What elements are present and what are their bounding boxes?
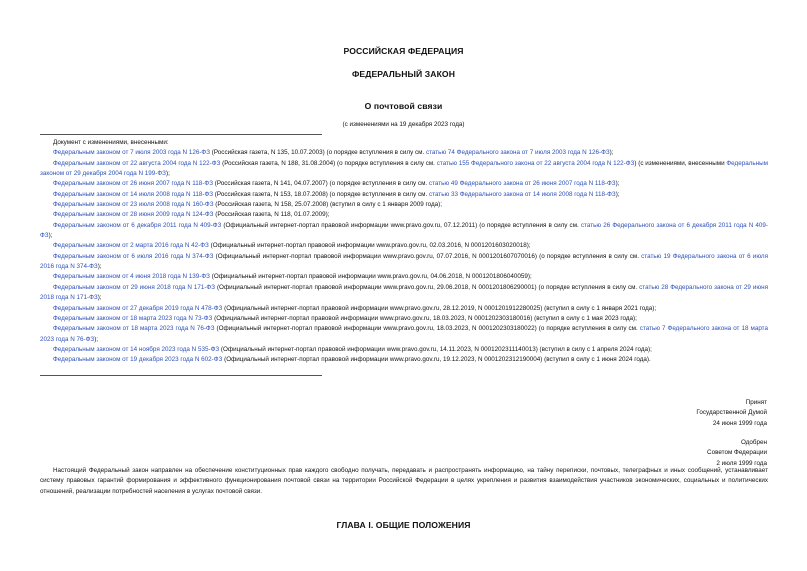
change-item-text: ); <box>609 149 614 157</box>
change-item-text: (Официальный интернет-портал правовой информации www.pravo.gov.ru, 18.03.2023, N 0001202303180016) (вступил в силу с 1 мая 2023 года); <box>212 314 637 322</box>
article-reference-link[interactable]: статью 49 Федерального закона от 26 июня 2007 года N 118-ФЗ <box>428 180 616 188</box>
top-divider <box>40 134 322 135</box>
duma-line-1: Принят <box>745 399 767 406</box>
change-item <box>40 190 768 200</box>
change-item-text: (Официальный интернет-портал правовой информации www.pravo.gov.ru, 07.12.2011) (о порядке вступления в силу см. <box>221 221 581 229</box>
council-line-3: 2 июля 1999 года <box>716 459 767 467</box>
country-heading: РОССИЙСКАЯ ФЕДЕРАЦИЯ <box>343 46 464 56</box>
amending-law-link[interactable]: Федеральным законом от 7 июля 2003 года N 126-ФЗ <box>53 149 211 157</box>
change-item-text: (Российская газета, N 141, 04.07.2007) (о порядке вступления в силу см. <box>213 180 429 188</box>
change-item-text: ) (с изменениями, внесенными <box>634 159 727 167</box>
revision-note: (с изменениями на 19 декабря 2023 года) <box>342 121 465 128</box>
change-item <box>40 345 768 355</box>
change-item <box>40 355 768 365</box>
article-reference-link[interactable]: статью 7 Федерального закона от 18 марта 2023 года N 76-ФЗ <box>40 325 768 343</box>
law-title: О почтовой связи <box>364 101 443 111</box>
amending-law-link[interactable]: Федеральным законом от 28 июня 2009 года N 124-ФЗ <box>53 211 214 219</box>
amending-law-link[interactable]: Федеральным законом от 26 июня 2007 года N 118-ФЗ <box>53 180 213 188</box>
amendment-reference-link[interactable]: Федеральным законом от 29 декабря 2004 года N 199-ФЗ <box>40 159 768 178</box>
change-item-text: (Российская газета, N 135, 10.07.2003) (о порядке вступления в силу см. <box>210 149 426 157</box>
change-item <box>40 221 768 242</box>
change-item-text: (Официальный интернет-портал правовой информации www.pravo.gov.ru, 04.06.2018, N 0001201806040059); <box>209 273 532 281</box>
duma-line-3: 24 июня 1999 года <box>712 419 767 427</box>
chapter-title: ГЛАВА I. ОБЩИЕ ПОЛОЖЕНИЯ <box>336 520 471 530</box>
change-item-text: (Официальный интернет-портал правовой информации www.pravo.gov.ru, 02.03.2016, N 0001201603020018); <box>208 242 531 250</box>
change-item <box>40 272 768 282</box>
article-reference-link[interactable]: статью 19 Федерального закона от 6 июля 2016 года N 374-ФЗ <box>40 252 768 271</box>
changes-intro: Документ с изменениями, внесенными: <box>53 139 169 146</box>
amending-law-link[interactable]: Федеральным законом от 18 марта 2023 года N 76-ФЗ <box>53 325 215 333</box>
amending-law-link[interactable]: Федеральным законом от 22 августа 2004 года N 122-ФЗ <box>53 159 221 167</box>
amending-law-link[interactable]: Федеральным законом от 29 июня 2018 года N 171-ФЗ <box>53 283 216 291</box>
change-item-text: (Российская газета, N 158, 25.07.2008) (вступил в силу с 1 января 2009 года); <box>213 201 443 209</box>
amending-law-link[interactable]: Федеральным законом от 27 декабря 2019 года N 478-ФЗ <box>53 304 223 312</box>
change-item-text: (Российская газета, N 118, 01.07.2009); <box>213 211 330 219</box>
change-item-text: ); <box>166 170 170 178</box>
article-reference-link[interactable]: статью 26 Федерального закона от 6 декабря 2011 года N 409-ФЗ <box>40 221 768 240</box>
change-item-text: ); <box>615 180 620 188</box>
change-item <box>40 200 768 210</box>
council-line-2: Советом Федерации <box>707 449 767 457</box>
change-item <box>40 210 768 220</box>
change-item <box>40 159 768 180</box>
change-item-text: (Российская газета, N 153, 18.07.2008) (о порядке вступления в силу см. <box>213 190 429 198</box>
duma-line-2: Государственной Думой <box>696 409 767 417</box>
amending-law-link[interactable]: Федеральным законом от 19 декабря 2023 года N 602-ФЗ <box>53 356 223 364</box>
amending-law-link[interactable]: Федеральным законом от 14 июля 2008 года N 118-ФЗ <box>53 190 214 198</box>
change-item-text: (Официальный интернет-портал правовой информации www.pravo.gov.ru, 28.12.2019, N 0001201912280025) (вступил в силу с 1 января 2021 года); <box>222 304 657 312</box>
council-approval <box>707 438 767 469</box>
change-item <box>40 148 768 158</box>
law-type-heading: ФЕДЕРАЛЬНЫЙ ЗАКОН <box>351 69 456 79</box>
change-item <box>40 241 768 251</box>
change-item <box>40 324 768 345</box>
change-item-text: (Официальный интернет-портал правовой информации www.pravo.gov.ru, 18.03.2023, N 0001202303180022) (о порядке вступления в силу см. <box>214 325 640 333</box>
council-line-1: Одобрен <box>740 439 767 446</box>
change-item <box>40 179 768 189</box>
article-reference-link[interactable]: статью 155 Федерального закона от 22 августа 2004 года N 122-ФЗ <box>436 159 635 167</box>
article-reference-link[interactable]: статью 28 Федерального закона от 29 июня 2018 года N 171-ФЗ <box>40 283 769 302</box>
change-item-text: ); <box>48 232 53 240</box>
changes-items <box>40 148 768 365</box>
change-item-text: ); <box>94 335 99 343</box>
amending-law-link[interactable]: Федеральным законом от 4 июня 2018 года N 139-ФЗ <box>53 273 210 281</box>
amending-law-link[interactable]: Федеральным законом от 23 июля 2008 года N 160-ФЗ <box>53 201 214 209</box>
change-item <box>40 252 768 273</box>
amending-law-link[interactable]: Федеральным законом от 6 июля 2016 года N 374-ФЗ <box>53 252 214 260</box>
article-reference-link[interactable]: статью 74 Федерального закона от 7 июля 2003 года N 126-ФЗ <box>425 149 610 157</box>
change-item <box>40 283 768 304</box>
change-item-text: (Официальный интернет-портал правовой информации www.pravo.gov.ru, 19.12.2023, N 0001202312190004) (вступил в силу с 1 июня 2024 года). <box>222 356 651 364</box>
amending-law-link[interactable]: Федеральным законом от 2 марта 2016 года N 42-ФЗ <box>53 242 209 250</box>
amending-law-link[interactable]: Федеральным законом от 18 марта 2023 года N 73-ФЗ <box>53 314 213 322</box>
change-item-text: ); <box>97 294 102 302</box>
bottom-divider <box>40 375 322 376</box>
change-item-text: (Официальный интернет-портал правовой информации www.pravo.gov.ru, 14.11.2023, N 0001202311140013) (вступил в силу с 1 апреля 2024 года); <box>219 345 652 353</box>
change-item-text: ); <box>615 190 620 198</box>
amending-law-link[interactable]: Федеральным законом от 6 декабря 2011 года N 409-ФЗ <box>53 221 222 229</box>
change-item <box>40 304 768 314</box>
change-item-text: (Российская газета, N 188, 31.08.2004) (о порядке вступления в силу см. <box>220 159 437 167</box>
change-item-text: (Официальный интернет-портал правовой информации www.pravo.gov.ru, 07.07.2016, N 0001201607070016) (о порядке вступления в силу см. <box>213 252 642 260</box>
article-reference-link[interactable]: статью 33 Федерального закона от 14 июля 2008 года N 118-ФЗ <box>428 190 616 198</box>
change-item-text: (Официальный интернет-портал правовой информации www.pravo.gov.ru, 29.06.2018, N 0001201806290001) (о порядке вступления в силу см. <box>215 283 640 291</box>
change-item-text: ); <box>97 263 102 271</box>
preamble-paragraph: Настоящий Федеральный закон направлен на обеспечение конституционных прав каждого свободно получать, передавать и распространять информацию, на тайну переписки, почтовых, телеграфных и иных сообщений, устанавливает систему правовых гарантий формирования и эффективного функционирования почтовой связи на территории Российской Федерации в целях укрепления и развития взаимодействия участников экономических, социальных и политических отношений, реализации потребностей населения в услугах почтовой связи. <box>40 467 768 495</box>
amending-law-link[interactable]: Федеральным законом от 14 ноября 2023 года N 535-ФЗ <box>53 345 220 353</box>
duma-adoption <box>696 398 767 429</box>
changes-list <box>40 138 768 366</box>
change-item <box>40 314 768 324</box>
